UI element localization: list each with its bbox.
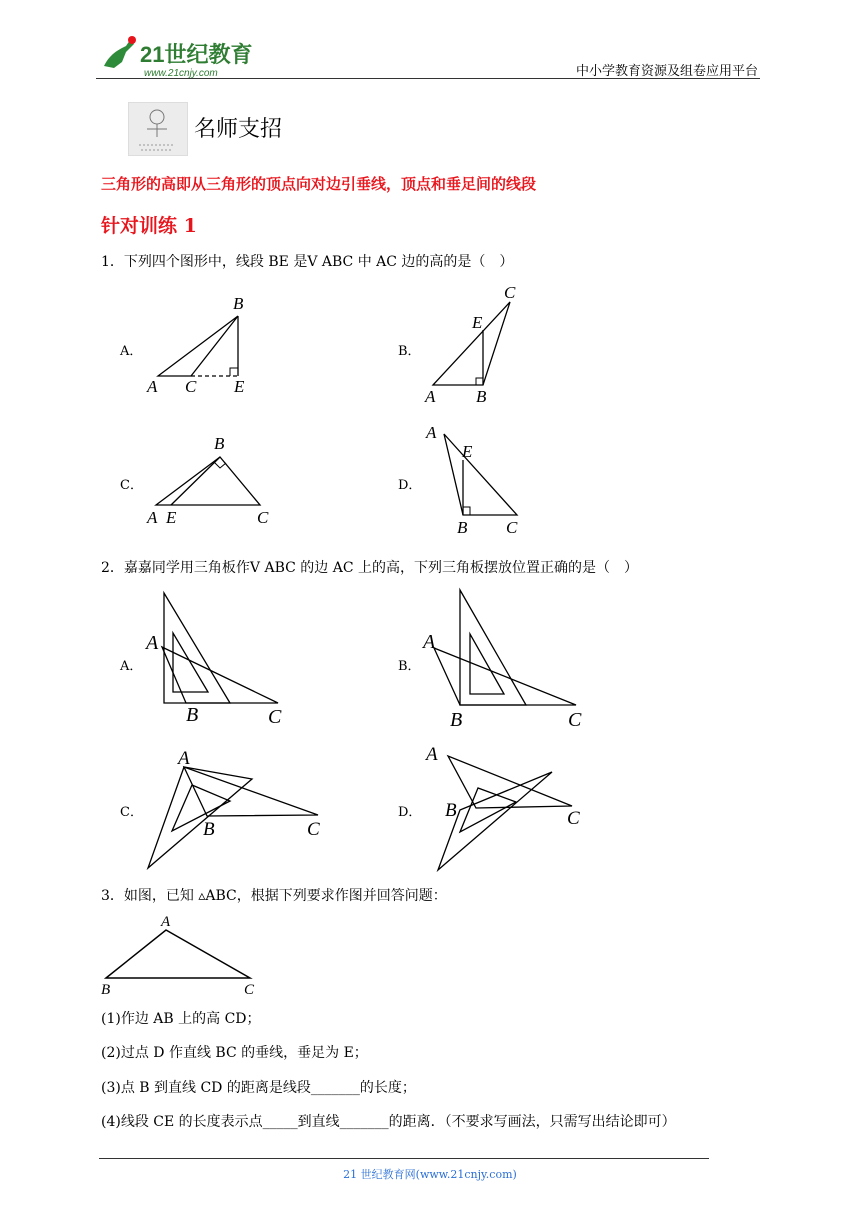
q1-option-a-label: A．: [120, 344, 143, 359]
header-divider: [96, 78, 760, 79]
logo: [96, 36, 266, 80]
question-3-part-1: (1)作边 AB 上的高 CD；: [101, 1011, 261, 1027]
question-2-stem: 2．嘉嘉同学用三角板作V ABC 的边 AC 上的高，下列三角板摆放位置正确的是（ ）: [101, 560, 639, 576]
q1b-label-b: B: [476, 387, 487, 406]
question-3-part-2: (2)过点 D 作直线 BC 的垂线，垂足为 E；: [101, 1045, 368, 1061]
tips-title: 名师支招: [194, 117, 283, 142]
q2a-label-a: A: [146, 632, 159, 654]
logo-text: 21世纪教育: [140, 42, 253, 67]
header-platform-text: 中小学教育资源及组卷应用平台: [575, 64, 758, 79]
q1-option-c-label: C．: [120, 478, 143, 493]
q1b-label-c: C: [504, 283, 516, 302]
q1c-label-a: A: [147, 508, 158, 527]
q1a-label-c: C: [185, 377, 197, 396]
logo-url: www.21cnjy.com: [144, 68, 218, 79]
q1d-label-e: E: [462, 442, 473, 461]
q3-triangle-figure: [96, 908, 266, 998]
q2-option-c-label: C．: [120, 805, 143, 820]
q3-label-c: C: [244, 982, 255, 998]
q1c-label-e: E: [166, 508, 177, 527]
question-1-stem: 1．下列四个图形中，线段 BE 是V ABC 中 AC 边的高的是（ ）: [101, 254, 514, 270]
q2a-label-c: C: [268, 706, 282, 728]
logo-head-icon: [128, 36, 136, 44]
q1d-label-c: C: [506, 518, 518, 537]
q1b-label-a: A: [425, 387, 436, 406]
q1a-label-e: E: [234, 377, 245, 396]
logo-runner-icon: [104, 40, 134, 68]
q1-figure-b: [420, 282, 540, 407]
q2c-label-a: A: [178, 748, 190, 769]
q1c-label-c: C: [257, 508, 269, 527]
q1a-label-b: B: [233, 294, 244, 313]
q2b-label-a: A: [423, 631, 436, 653]
q1b-label-e: E: [472, 313, 483, 332]
q2-figure-d: [420, 740, 600, 875]
q3-label-a: A: [161, 914, 171, 930]
question-3-part-4: (4)线段 CE 的长度表示点_____到直线_______的距离．（不要求写画法，只需写出结论即可）: [101, 1114, 676, 1130]
section-title: 针对训练 1: [101, 215, 197, 237]
q1-figure-a: [140, 290, 270, 400]
q2c-label-b: B: [203, 819, 215, 840]
q2-figure-b: [420, 582, 590, 732]
question-3-part-3: (3)点 B 到直线 CD 的距离是线段_______的长度；: [101, 1080, 416, 1096]
footer-text: 21 世纪教育网(www.21cnjy.com): [343, 1168, 517, 1181]
footer-divider: [99, 1158, 709, 1159]
q2b-label-c: C: [568, 709, 582, 731]
q2-option-b-label: B．: [398, 659, 421, 674]
q1-figure-d: [420, 420, 530, 540]
q1c-label-b: B: [214, 434, 225, 453]
question-3-stem: 3．如图，已知 ▵ABC，根据下列要求作图并回答问题：: [101, 888, 447, 904]
tips-content: 三角形的高即从三角形的顶点向对边引垂线，顶点和垂足间的线段: [101, 175, 537, 193]
q2b-label-b: B: [450, 709, 463, 731]
q2-option-a-label: A．: [120, 659, 143, 674]
q2d-label-a: A: [426, 744, 438, 765]
q2d-label-b: B: [445, 800, 457, 821]
q2c-label-c: C: [307, 819, 320, 840]
q1-option-d-label: D．: [398, 478, 422, 493]
q3-label-b: B: [101, 982, 111, 998]
q2-figure-a: [140, 585, 300, 730]
q1d-label-b: B: [457, 518, 468, 537]
q1d-label-a: A: [426, 423, 437, 442]
q1-figure-c: [140, 430, 280, 530]
q2d-label-c: C: [567, 808, 580, 829]
q1-option-b-label: B．: [398, 344, 421, 359]
tips-illustration-icon: [128, 102, 188, 156]
q2a-label-b: B: [186, 704, 199, 726]
q2-option-d-label: D．: [398, 805, 422, 820]
q1a-label-a: A: [147, 377, 158, 396]
q2-figure-c: [140, 745, 340, 875]
